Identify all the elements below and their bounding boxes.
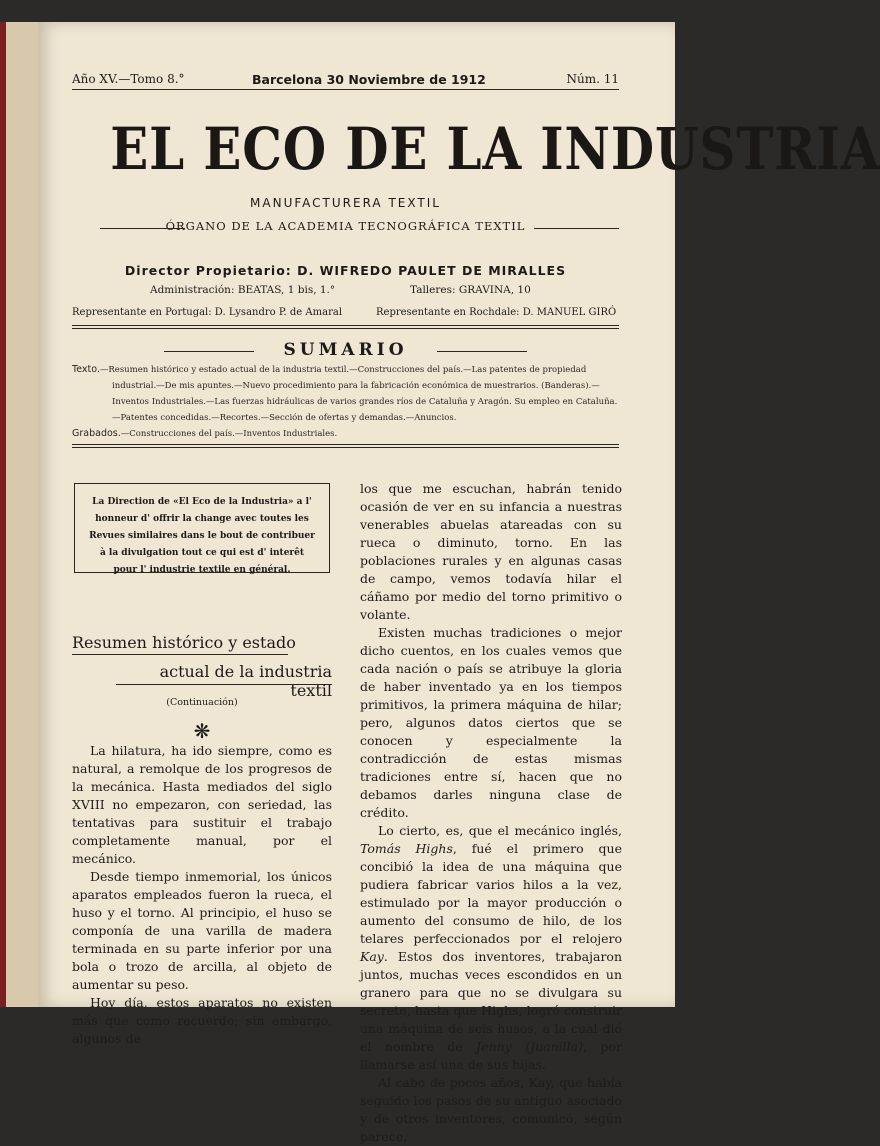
- text: , fué el primero que concibió la idea de una máquina que pudiera fabricar varios hilos a la vez, estimulado por la mayor producción o aumento del consumo de hilo, de los telares perfeccionados por el relojero: [360, 841, 622, 946]
- administracion: Administración: BEATAS, 1 bis, 1.°: [150, 284, 336, 296]
- masthead-title: EL ECO DE LA INDUSTRIA: [110, 115, 880, 183]
- text: Lo cierto, es, que el mecánico inglés,: [378, 823, 622, 838]
- sumario-rule-right: [437, 351, 527, 352]
- paragraph: los que me escuchan, habrán tenido ocasión de ver en su infancia a nuestras venerables abuelas atareadas con su rueca o diminuto, torno. En las poblaciones rurales y en algunas casas de campo, vemos todavía hilar el cáñamo por medio del torno primitivo o volante.: [360, 481, 622, 622]
- text: . Estos dos inventores, trabajaron juntos, muchas veces escondidos en un granero para que no se divulgara su secreto, hasta que Highs, logró construir una máquina de seis husos, a la cual dió el nombre de: [360, 949, 622, 1054]
- address-line: [72, 284, 619, 300]
- text: , por llamarse así una de sus hijas.: [360, 1039, 623, 1072]
- organo-rule-left: [100, 228, 185, 229]
- paragraph: La hilatura, ha ido siempre, como es natural, a remolque de los progresos de la mecánica. Hasta mediados del siglo XVIII no empezaron, con seriedad, las tentativas para sustituir el trabajo completamente manual, por el mecánico.: [72, 743, 332, 866]
- facing-page-edge: [0, 22, 40, 1007]
- year-volume: Año XV.—Tomo 8.°: [72, 72, 185, 86]
- sumario-rule-1: [72, 444, 619, 445]
- organo-rule-right: [534, 228, 619, 229]
- grabados-label: Grabados.: [72, 428, 121, 439]
- director: Director Propietario: D. WIFREDO PAULET DE MIRALLES: [124, 263, 567, 278]
- sumario-contents: [72, 362, 622, 442]
- ornament: ❋: [193, 719, 211, 743]
- organo-line: [72, 219, 619, 237]
- machine-name: Jenny (Juanilla): [476, 1039, 584, 1054]
- title-underline-2: [116, 684, 332, 685]
- grabados-items: —Construcciones del país.—Inventos Industriales.: [120, 429, 338, 439]
- organo-text: ÓRGANO DE LA ACADEMIA TECNOGRÁFICA TEXTIL: [165, 219, 526, 233]
- issue-date: Barcelona 30 Noviembre de 1912: [252, 72, 486, 87]
- texto-items: —Resumen histórico y estado actual de la industria textil.—Construcciones del país.—Las patentes de propiedad industrial.—De mis apuntes.—Nuevo procedimiento para la fabricación económica de muestrarios. (Banderas).—Inventos Industriales.—Las fuerzas hidráulicas de varios grandes ríos de Cataluña y Aragón. Su empleo en Cataluña.—Patentes concedidas.—Recortes.—Sección de ofertas y demandas.—Anuncios.: [99, 365, 618, 423]
- representatives: [72, 307, 619, 323]
- sumario-grabados: [72, 426, 622, 442]
- rep-portugal: Representante en Portugal: D. Lysandro P. de Amaral: [72, 307, 343, 318]
- paragraph: Desde tiempo inmemorial, los únicos aparatos empleados fueron la rueca, el huso y el torno. Al principio, el huso se componía de una varilla de madera terminada en su parte inferior por una bola o trozo de arcilla, al objeto de aumentar su peso.: [72, 869, 332, 992]
- right-column: [360, 480, 622, 1146]
- masthead-subtitle: MANUFACTURERA TEXTIL: [250, 196, 441, 210]
- rep-rochdale: Representante en Rochdale: D. MANUEL GIRÓ: [376, 307, 617, 318]
- paragraph: Hoy día, estos aparatos no existen más que como recuerdo; sin embargo, algunos de: [72, 995, 332, 1046]
- book-spine: [0, 22, 6, 1007]
- article-title-line1: Resumen histórico y estado: [72, 633, 296, 652]
- paragraph: [360, 822, 622, 1074]
- inventor-name: Tomás Highs: [360, 841, 453, 856]
- article-title-line2: actual de la industria textil: [159, 662, 332, 700]
- header-rule-2: [72, 328, 619, 329]
- sumario-rule-2: [72, 447, 619, 448]
- exchange-notice: La Direction de «El Eco de la Industria» a l' honneur d' offrir la change avec toutes les Revues similaires dans le bout de contribuer à la divulgation tout ce qui est d' interêt pour l' industrie textile en général.: [74, 483, 330, 573]
- talleres: Talleres: GRAVINA, 10: [410, 284, 531, 296]
- left-column: [72, 742, 332, 1048]
- header-rule-1: [72, 325, 619, 326]
- newspaper-page: [38, 22, 880, 1144]
- inventor-name: Kay: [360, 949, 384, 964]
- texto-label: Texto.: [72, 364, 100, 375]
- sumario-texto: [72, 362, 622, 426]
- paragraph: Al cabo de pocos años, Kay, que había seguido los pasos de su antiguo asociado y de otros inventores, comunicó, según parece,: [360, 1075, 622, 1144]
- sumario-title: SUMARIO: [283, 340, 408, 360]
- top-rule: [72, 89, 619, 90]
- paragraph: Existen muchas tradiciones o mejor dicho cuentos, en los cuales vemos que cada nación o país se atribuye la gloria de haber inventado ya en los tiempos primitivos, la primera máquina de hilar; pero, algunos datos ciertos que se conocen y especialmente la contradicción de estas mismas tradiciones entre sí, hacen que no debamos darles ninguna clase de crédito.: [360, 625, 622, 820]
- sumario-heading: [72, 340, 619, 362]
- issue-number: Núm. 11: [566, 72, 619, 86]
- title-underline-1: [72, 654, 288, 655]
- continuation-note: (Continuación): [166, 697, 238, 708]
- sumario-rule-left: [164, 351, 254, 352]
